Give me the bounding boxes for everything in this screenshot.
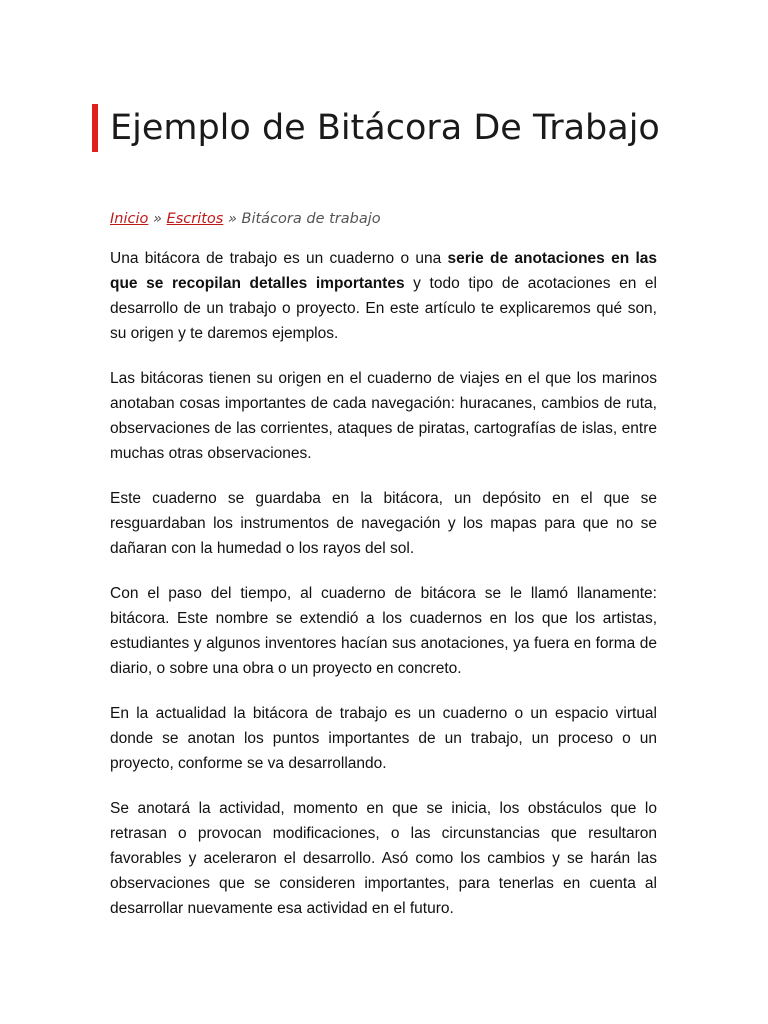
paragraph-current-use: En la actualidad la bitácora de trabajo es un cuaderno o un espacio virtual donde se anotan los puntos importantes de un trabajo, un proceso o un proyecto, conforme se va desarrollando. [110, 705, 657, 772]
page-title: Ejemplo de Bitácora De Trabajo [110, 108, 660, 148]
title-block [92, 104, 690, 152]
breadcrumb-separator: » [152, 211, 162, 227]
article-body [110, 246, 657, 941]
breadcrumb [110, 211, 381, 227]
breadcrumb-separator: » [227, 211, 237, 227]
paragraph-deposit: Este cuaderno se guardaba en la bitácora, un depósito en el que se resguardaban los instrumentos de navegación y los mapas para que no se dañaran con la humedad o los rayos del sol. [110, 490, 657, 557]
breadcrumb-section-link[interactable]: Escritos [166, 211, 224, 227]
paragraph-history: Con el paso del tiempo, al cuaderno de bitácora se le llamó llanamente: bitácora. Este nombre se extendió a los cuadernos en los que los artistas, estudiantes y algunos inventores hacían sus anotaciones, ya fuera en forma de diario, o sobre una obra o un proyecto en concreto. [110, 585, 657, 677]
paragraph-activity: Se anotará la actividad, momento en que se inicia, los obstáculos que lo retrasan o provocan modificaciones, o las circunstancias que resultaron favorables y aceleraron el desarrollo. Asó como los cambios y se harán las observaciones que se consideren importantes, para tenerlas en cuenta al desarrollar nuevamente esa actividad en el futuro. [110, 800, 657, 917]
breadcrumb-current: Bitácora de trabajo [241, 211, 381, 227]
paragraph-intro [110, 246, 657, 346]
breadcrumb-home-link[interactable]: Inicio [110, 211, 149, 227]
paragraph-origin: Las bitácoras tienen su origen en el cuaderno de viajes en el que los marinos anotaban cosas importantes de cada navegación: huracanes, cambios de ruta, observaciones de las corrientes, ataques de piratas, cartografías de islas, entre muchas otras observaciones. [110, 370, 657, 462]
paragraph-intro-text: Una bitácora de trabajo es un cuaderno o una [110, 250, 448, 267]
paragraph-intro-highlight: serie de anotaciones en las que se recopilan detalles importantes [110, 250, 657, 292]
paragraph-intro-text-end: y todo tipo de acotaciones en el desarrollo de un trabajo o proyecto. En este artículo te explicaremos qué son, su origen y te daremos ejemplos. [110, 275, 657, 342]
